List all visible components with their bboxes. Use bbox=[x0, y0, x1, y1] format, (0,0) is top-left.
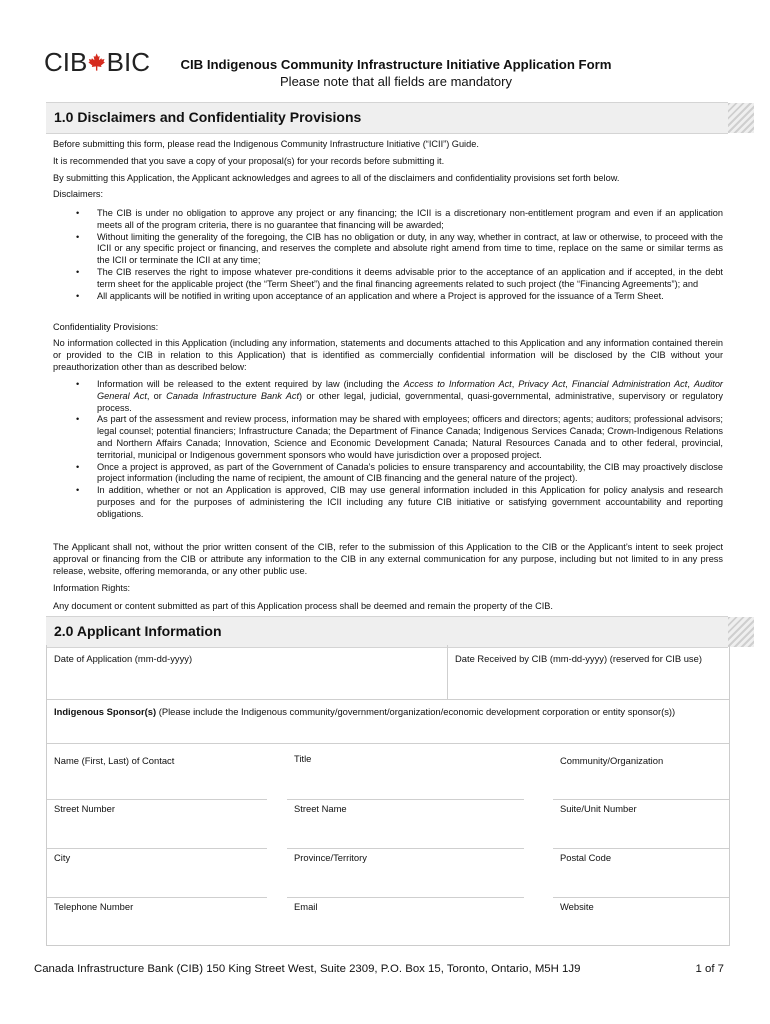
page-number: 1 of 7 bbox=[695, 963, 724, 975]
date-received-label: Date Received by CIB (mm-dd-yyyy) (reserved for CIB use) bbox=[455, 653, 702, 664]
intro-acknowledge-text: By submitting this Application, the Applicant acknowledges and agrees to all of the disclaimers and confidentiality provisions set forth below. bbox=[53, 173, 620, 183]
field-underline bbox=[287, 897, 524, 898]
form-divider bbox=[47, 699, 729, 700]
header-stripe bbox=[728, 103, 754, 133]
field-underline bbox=[47, 799, 267, 800]
street-name-label: Street Name bbox=[294, 803, 347, 814]
confidentiality-item: • As part of the assessment and review process, information may be shared with employees; officers and directors; agents; auditors; professional advisors; legal counsel; potential financiers; Infrastructure Canada; the Department of Finance Canada; Indigenous Services Canada; Crown-Indigenous Relations and Northern Affairs Canada; Innovation, Science and Economic Development Canada; Natural Resources Canada and to other federal, provincial, territorial, municipal or Indigenous government sponsors who would have jurisdiction over a proposed project. bbox=[53, 414, 723, 461]
intro-guide-text: Before submitting this form, please read the Indigenous Community Infrastructure Initiative (“ICII”) Guide. bbox=[53, 139, 479, 149]
disclaimers-label: Disclaimers: bbox=[53, 189, 104, 199]
postal-code-label: Postal Code bbox=[560, 852, 612, 863]
disclaimer-item: • The CIB is under no obligation to approve any project or any financing; the ICII is a discretionary non-entitlement program and even if an application meets all of the program criteria, there is no guarantee that financing will be awarded; bbox=[53, 208, 723, 232]
form-divider bbox=[47, 743, 729, 744]
confidentiality-item: • Once a project is approved, as part of the Government of Canada’s policies to ensure transparency and accountability, the CIB may proactively disclose project information (including the name of recipient, the amount of CIB financing and the general nature of the project). bbox=[53, 462, 723, 486]
city-label: City bbox=[54, 852, 71, 863]
intro-save-text: It is recommended that you save a copy of your proposal(s) for your records before submitting it. bbox=[53, 156, 445, 166]
disclaimers-list bbox=[53, 208, 723, 302]
section-1-header bbox=[46, 102, 728, 134]
email-label: Email bbox=[294, 901, 318, 912]
maple-leaf-icon bbox=[88, 51, 105, 73]
field-underline bbox=[553, 848, 729, 849]
form-subtitle: Please note that all fields are mandatory bbox=[280, 74, 512, 89]
field-underline bbox=[553, 897, 729, 898]
form-divider bbox=[447, 645, 448, 699]
field-underline bbox=[47, 848, 267, 849]
logo-bic-text: BIC bbox=[106, 46, 150, 77]
form-title: CIB Indigenous Community Infrastructure Initiative Application Form bbox=[180, 57, 612, 72]
province-label: Province/Territory bbox=[294, 852, 367, 863]
information-rights-text: Any document or content submitted as part of this Application process shall be deemed and remain the property of the CIB. bbox=[53, 601, 553, 611]
website-label: Website bbox=[560, 901, 594, 912]
disclaimer-item: • Without limiting the generality of the foregoing, the CIB has no obligation or duty, in any way, whether in contract, at law or otherwise, to proceed with the ICII or any specific project or financing, and reserves the complete and absolute right amend from time to time, replace on the same or similar terms as the ICII or terminate the ICII at any time; bbox=[53, 232, 723, 267]
section-1-title: 1.0 Disclaimers and Confidentiality Provisions bbox=[54, 109, 362, 125]
title-label: Title bbox=[294, 753, 312, 764]
confidentiality-list bbox=[53, 379, 723, 521]
field-underline bbox=[287, 848, 524, 849]
consent-paragraph: The Applicant shall not, without the prior written consent of the CIB, refer to the submission of this Application to the CIB or the Applicant’s intent to seek project approval or financing from the CIB or attribute any information to the CIB in any external communication for any purpose, including but not limited to in any press release, website, offering memoranda, or any other public use. bbox=[53, 542, 723, 576]
disclaimer-item: • The CIB reserves the right to impose whatever pre-conditions it deems advisable prior to the acceptance of an application and if accepted, in the debt term sheet for the applicable project (the “Term Sheet”) and the final financing agreements related to such project (the “Financing Agreements”); and bbox=[53, 267, 723, 291]
field-underline bbox=[287, 799, 524, 800]
header-stripe bbox=[728, 617, 754, 647]
contact-name-label: Name (First, Last) of Contact bbox=[54, 755, 175, 766]
confidentiality-item: • In addition, whether or not an Application is approved, CIB may use general information included in this Application for policy analysis and research purposes and for the purposes of administering the ICII including any future CIB initiative or satisfying government accountability and reporting obligations. bbox=[53, 485, 723, 520]
cib-logo bbox=[44, 48, 150, 76]
field-underline bbox=[47, 897, 267, 898]
indigenous-sponsor-label: Indigenous Sponsor(s) (Please include the Indigenous community/government/organization/economic development corporation or entity sponsor(s)) bbox=[54, 706, 676, 717]
section-2-header bbox=[46, 616, 728, 648]
date-of-application-label: Date of Application (mm-dd-yyyy) bbox=[54, 653, 193, 664]
confidentiality-label: Confidentiality Provisions: bbox=[53, 322, 159, 332]
street-number-label: Street Number bbox=[54, 803, 115, 814]
community-label: Community/Organization bbox=[560, 755, 664, 766]
applicant-form bbox=[46, 645, 730, 946]
section-2-title: 2.0 Applicant Information bbox=[54, 623, 222, 639]
suite-unit-label: Suite/Unit Number bbox=[560, 803, 637, 814]
confidentiality-intro: No information collected in this Application (including any information, statements and documents attached to this Application and any information contained therein or provided to the CIB in relation to this Application) that is identified as commercially confidential information will be disclosed by the CIB without your preauthorization other than as described below: bbox=[53, 338, 723, 372]
field-underline bbox=[553, 799, 729, 800]
logo-cib-text: CIB bbox=[44, 46, 88, 77]
information-rights-label: Information Rights: bbox=[53, 583, 131, 593]
telephone-label: Telephone Number bbox=[54, 901, 134, 912]
footer-address: Canada Infrastructure Bank (CIB) 150 King Street West, Suite 2309, P.O. Box 15, Toronto, Ontario, M5H 1J9 bbox=[34, 963, 581, 975]
confidentiality-item: • Information will be released to the extent required by law (including the Access to Information Act, Privacy Act, Financial Administration Act, Auditor General Act, or Canada Infrastructure Bank Act) or other legal, judicial, governmental, quasi-governmental, administrative, supervisory or regulatory process. bbox=[53, 379, 723, 414]
disclaimer-item: • All applicants will be notified in writing upon acceptance of an application and where a Project is approved for the issuance of a Term Sheet. bbox=[53, 291, 723, 303]
